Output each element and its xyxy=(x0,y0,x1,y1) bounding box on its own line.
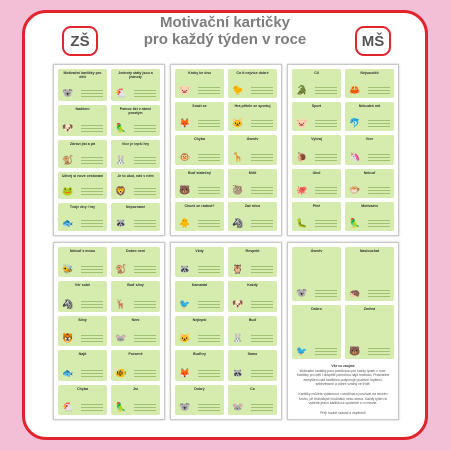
card-title: Dobrý xyxy=(194,386,205,391)
animal-icon: 🐭 xyxy=(232,402,244,412)
card-title: Silný xyxy=(78,317,87,322)
sheet-top-left xyxy=(53,64,165,236)
motivation-card xyxy=(58,385,107,415)
paragraph-body: Motivační kartičky jsou pomůckou pro každý týden v roce. Kartičky pro děti i dospělé pomohou najít motivaci. Pravidelné zamyšlení nad kartičkou podporuje pozitivní myšlení, sebevědomí a dobré vztahy ve třídě. xyxy=(296,368,390,387)
writing-lines xyxy=(315,93,337,94)
card-title: Plně xyxy=(312,203,321,208)
writing-lines xyxy=(368,93,390,94)
writing-lines xyxy=(81,226,103,227)
animal-icon: 🐨 xyxy=(296,288,308,298)
writing-lines xyxy=(198,341,220,342)
animal-icon: 🐦 xyxy=(296,346,308,356)
motivation-card xyxy=(292,102,341,131)
card-title: Buď silný xyxy=(127,283,144,288)
writing-lines xyxy=(251,410,273,411)
card-title: Co xyxy=(250,386,255,391)
animal-icon: 🐦 xyxy=(179,298,191,309)
writing-lines xyxy=(368,126,390,127)
card-title: Nejsoudělí xyxy=(360,71,379,75)
animal-icon: 🐷 xyxy=(179,85,191,96)
motivation-card xyxy=(175,281,224,311)
card-title: Chceš se radost? xyxy=(184,203,215,208)
motivation-card xyxy=(345,169,394,198)
motivation-card xyxy=(111,69,160,101)
title-line-1: Motivační kartičky xyxy=(159,14,291,31)
motivation-card xyxy=(292,69,341,98)
writing-lines xyxy=(368,226,390,227)
writing-lines xyxy=(134,131,156,132)
card-title: Hra přítele se sportuj xyxy=(234,104,271,109)
description-text xyxy=(292,364,394,415)
card-title: Jednoty státy jsou a jednoty xyxy=(118,71,153,80)
animal-icon: 🐷 xyxy=(296,118,308,129)
card-title: Změna xyxy=(363,307,376,311)
writing-lines xyxy=(134,376,156,377)
animal-icon: 🐡 xyxy=(349,184,361,195)
card-title: Chyba xyxy=(77,386,88,391)
card-title: Vždy xyxy=(195,249,204,253)
card-title: Není xyxy=(131,317,140,322)
motivation-card xyxy=(58,69,107,101)
animal-icon: 🦝 xyxy=(179,264,191,275)
animal-icon: 🐭 xyxy=(115,333,127,344)
card-grid xyxy=(175,69,277,231)
writing-lines xyxy=(134,341,156,342)
motivation-card xyxy=(292,247,341,301)
animal-icon: 🐯 xyxy=(62,333,74,344)
card-title: Kroky ke dnu xyxy=(188,71,211,75)
animal-icon: 🦄 xyxy=(349,151,361,162)
card-title: Úsměv xyxy=(246,137,259,142)
motivation-card xyxy=(175,316,224,346)
card-title: Zaž něco xyxy=(244,203,261,208)
animal-icon: 🦥 xyxy=(232,184,244,195)
card-grid xyxy=(58,69,160,231)
motivation-card xyxy=(111,247,160,277)
writing-lines xyxy=(198,376,220,377)
card-title: Buď xyxy=(248,317,257,322)
card-title: Cíl xyxy=(314,71,319,75)
motivation-card xyxy=(345,305,394,359)
badge-ms: MŠ xyxy=(355,26,391,56)
writing-lines xyxy=(81,376,103,377)
motivation-card xyxy=(175,350,224,380)
animal-icon: 🦊 xyxy=(179,367,191,378)
card-title: Užívej si nové cestování xyxy=(61,173,104,178)
card-title: Nepoznané xyxy=(125,205,146,210)
card-title: Nebudeš mít xyxy=(358,104,381,109)
animal-icon: 🐤 xyxy=(232,85,244,96)
motivation-card xyxy=(345,247,394,301)
writing-lines xyxy=(315,193,337,194)
writing-lines xyxy=(81,194,103,195)
card-title: Buď statečný xyxy=(188,170,211,175)
writing-lines xyxy=(198,160,220,161)
animal-icon: 🐥 xyxy=(179,218,191,228)
card-title: Je to úkol, náš v něm xyxy=(117,173,154,178)
motivation-card xyxy=(58,281,107,311)
writing-lines xyxy=(251,126,273,127)
animal-icon: 🦌 xyxy=(115,298,127,309)
writing-lines xyxy=(251,226,273,227)
motivation-card xyxy=(111,385,160,415)
card-title: Pomoc tíží v rámci prostým xyxy=(119,106,152,115)
card-title: Sport xyxy=(311,104,322,109)
sheet-bottom-right xyxy=(287,242,399,420)
card-title: Nebuď xyxy=(363,170,376,175)
writing-lines xyxy=(368,296,390,297)
card-title: Pozorně xyxy=(128,352,143,357)
card-title: Respekt xyxy=(245,249,260,253)
motivation-card xyxy=(228,316,277,346)
animal-icon: 🐵 xyxy=(179,151,191,162)
writing-lines xyxy=(134,194,156,195)
card-grid xyxy=(175,247,277,415)
card-title: Nejlepší xyxy=(192,317,207,322)
description-paragraph xyxy=(296,364,390,387)
card-title: Chyba xyxy=(194,137,205,142)
animal-icon: 🦁 xyxy=(115,186,127,197)
writing-lines xyxy=(251,272,273,273)
animal-icon: 🦜 xyxy=(115,402,127,412)
animal-icon: 🐛 xyxy=(296,218,308,228)
card-title: Ukol xyxy=(312,170,321,175)
sheet-top-middle xyxy=(170,64,282,236)
description-paragraph xyxy=(296,411,390,416)
animal-icon: 🐻 xyxy=(349,346,361,356)
card-title: Nadšení xyxy=(75,106,90,111)
page-title xyxy=(120,14,330,48)
writing-lines xyxy=(251,376,273,377)
motivation-card xyxy=(292,202,341,231)
paragraph-body: Přeji hodně radosti a úspěchů! xyxy=(320,410,366,415)
animal-icon: 🐒 xyxy=(115,264,127,275)
animal-icon: 🐨 xyxy=(179,402,191,412)
writing-lines xyxy=(81,163,103,164)
motivation-card xyxy=(58,105,107,137)
writing-lines xyxy=(315,354,337,355)
writing-lines xyxy=(251,341,273,342)
writing-lines xyxy=(134,226,156,227)
card-title: Tvoje dny i hry xyxy=(69,205,96,210)
writing-lines xyxy=(81,410,103,411)
animal-icon: 🐔 xyxy=(62,402,74,412)
writing-lines xyxy=(134,410,156,411)
motivation-card xyxy=(228,385,277,415)
writing-lines xyxy=(368,193,390,194)
card-title: Více xyxy=(365,137,374,142)
writing-lines xyxy=(251,93,273,94)
sheet-top-right xyxy=(287,64,399,236)
writing-lines xyxy=(251,193,273,194)
motivation-card xyxy=(175,69,224,98)
animal-icon: 🦀 xyxy=(349,85,361,96)
motivation-card xyxy=(175,135,224,164)
motivation-card xyxy=(228,247,277,277)
animal-icon: 🦓 xyxy=(62,298,74,309)
card-grid xyxy=(292,69,394,231)
writing-lines xyxy=(368,160,390,161)
card-title: Dobro není xyxy=(126,249,145,253)
card-grid xyxy=(58,247,160,415)
card-title: Věř sobě xyxy=(74,283,91,288)
animal-icon: 🐊 xyxy=(296,85,308,96)
card-title: Co ti nejvíce dobré xyxy=(236,71,269,75)
animal-icon: 🦒 xyxy=(232,151,244,162)
card-title: Úsměv xyxy=(310,249,323,253)
paragraph-body: Kartičky můžete vytisknout, rozstříhat a používat na ranním kruhu, při třídnických hodinách nebo doma. Každý týden si vyberte jednu kartičku a společně o ní mluvte. xyxy=(298,391,388,406)
badge-zs: ZŠ xyxy=(62,26,98,56)
writing-lines xyxy=(198,226,220,227)
writing-lines xyxy=(198,307,220,308)
card-title: Najít xyxy=(78,352,87,357)
card-title: Dobro xyxy=(311,307,322,311)
card-title: Naslouchat xyxy=(359,249,380,253)
motivation-card xyxy=(228,169,277,198)
card-title: Vyhraj xyxy=(311,137,322,142)
animal-icon: 🐱 xyxy=(232,118,244,129)
card-title: Snaží se xyxy=(192,104,207,109)
motivation-card xyxy=(58,316,107,346)
card-title: Motivační xyxy=(361,203,378,208)
motivation-card xyxy=(345,69,394,98)
description-paragraph xyxy=(296,392,390,406)
motivation-card xyxy=(345,202,394,231)
card-grid xyxy=(292,247,394,359)
motivation-card xyxy=(58,247,107,277)
animal-icon: 🦝 xyxy=(232,367,244,378)
card-title: Samo xyxy=(247,352,258,357)
writing-lines xyxy=(134,307,156,308)
animal-icon: 🐶 xyxy=(232,298,244,309)
text-sheet xyxy=(292,247,394,415)
animal-icon: 🐠 xyxy=(115,367,127,378)
animal-icon: 🐰 xyxy=(115,154,127,165)
writing-lines xyxy=(198,193,220,194)
motivation-card xyxy=(111,140,160,168)
motivation-card xyxy=(58,203,107,231)
animal-icon: 🐱 xyxy=(179,333,191,344)
writing-lines xyxy=(81,96,103,97)
writing-lines xyxy=(315,160,337,161)
writing-lines xyxy=(198,126,220,127)
motivation-card xyxy=(228,281,277,311)
motivation-card xyxy=(228,202,277,231)
card-title: Každý xyxy=(247,283,258,288)
motivation-card xyxy=(111,203,160,231)
motivation-card xyxy=(175,202,224,231)
animal-icon: 🦊 xyxy=(179,118,191,129)
writing-lines xyxy=(81,341,103,342)
motivation-card xyxy=(58,140,107,168)
animal-icon: 🐔 xyxy=(115,87,127,98)
motivation-card xyxy=(58,172,107,200)
motivation-card xyxy=(228,350,277,380)
writing-lines xyxy=(134,96,156,97)
motivation-card xyxy=(175,169,224,198)
sheet-bottom-middle xyxy=(170,242,282,420)
animal-icon: 🐟 xyxy=(62,218,74,228)
writing-lines xyxy=(198,410,220,411)
animal-icon: 🐒 xyxy=(62,154,74,165)
writing-lines xyxy=(81,272,103,273)
motivation-card xyxy=(111,316,160,346)
animal-icon: 🐟 xyxy=(62,367,74,378)
writing-lines xyxy=(315,226,337,227)
writing-lines xyxy=(251,307,273,308)
writing-lines xyxy=(81,307,103,308)
motivation-card xyxy=(345,135,394,164)
motivation-card xyxy=(345,102,394,131)
paragraph-heading: Vše co zaujme xyxy=(331,364,355,368)
motivation-card xyxy=(228,135,277,164)
card-title: Kamarád xyxy=(191,283,208,288)
motivation-card xyxy=(111,281,160,311)
motivation-card xyxy=(175,102,224,131)
motivation-card xyxy=(292,135,341,164)
animal-icon: 🦔 xyxy=(349,288,361,298)
writing-lines xyxy=(81,131,103,132)
motivation-card xyxy=(292,305,341,359)
animal-icon: 🐰 xyxy=(232,333,244,344)
writing-lines xyxy=(315,126,337,127)
motivation-card xyxy=(228,69,277,98)
title-line-2: pro každý týden v roce xyxy=(143,31,307,48)
animal-icon: 🦉 xyxy=(232,264,244,275)
writing-lines xyxy=(368,354,390,355)
card-title: Více je lepší hry xyxy=(121,142,150,147)
card-title: Motivační kartičky pro děti xyxy=(63,71,102,80)
motivation-card xyxy=(111,350,160,380)
animal-icon: 🐨 xyxy=(62,87,74,98)
motivation-card xyxy=(175,247,224,277)
motivation-card xyxy=(111,172,160,200)
writing-lines xyxy=(198,93,220,94)
motivation-card xyxy=(228,102,277,131)
motivation-card xyxy=(58,350,107,380)
animal-icon: 🐻 xyxy=(179,184,191,195)
sheet-bottom-left xyxy=(53,242,165,420)
motivation-card xyxy=(111,105,160,137)
motivation-card xyxy=(175,385,224,415)
animal-icon: 🐸 xyxy=(62,186,74,197)
animal-icon: 🦝 xyxy=(115,218,127,228)
animal-icon: 🐙 xyxy=(296,184,308,195)
writing-lines xyxy=(251,160,273,161)
animal-icon: 🐝 xyxy=(62,264,74,275)
writing-lines xyxy=(198,272,220,273)
writing-lines xyxy=(134,163,156,164)
animal-icon: 🐶 xyxy=(62,123,74,134)
card-title: Zdraví jíst a pít xyxy=(69,142,96,147)
card-title: Buďhry xyxy=(193,352,206,357)
animal-icon: 🦓 xyxy=(232,218,244,228)
card-title: Nebuď s mnou xyxy=(69,249,96,253)
motivation-card xyxy=(292,169,341,198)
writing-lines xyxy=(315,296,337,297)
animal-icon: 🦜 xyxy=(115,123,127,134)
writing-lines xyxy=(134,272,156,273)
animal-icon: 🦜 xyxy=(349,218,361,228)
card-title: Jsi xyxy=(133,386,138,391)
card-title: Mířit xyxy=(248,170,257,175)
animal-icon: 🐬 xyxy=(349,118,361,129)
animal-icon: 🐌 xyxy=(296,151,308,162)
